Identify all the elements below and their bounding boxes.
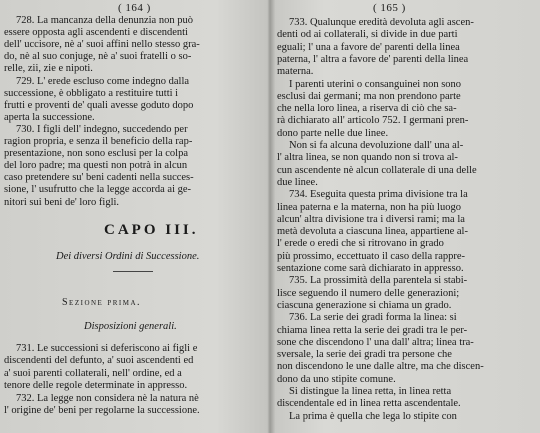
text-line: caso pretendere su' beni cadenti nella succes-: [4, 172, 194, 184]
text-line: essere opposta agli ascendenti e discendenti: [4, 27, 188, 39]
text-line: linea paterna e la materna, non ha più luogo: [277, 201, 461, 213]
text-line: non discendono le une dalle altre, ma che discen-: [277, 361, 484, 373]
text-line: 731. Le successioni si deferiscono ai figli e: [16, 343, 198, 354]
section-title: Sezione prima.: [62, 297, 142, 308]
left-page: [0, 0, 268, 433]
text-line: I parenti uterini o consanguinei non sono: [289, 78, 462, 90]
text-line: dono parte nelle due linee.: [277, 127, 389, 139]
text-line: sione, l' usufrutto che la legge accorda ai ge-: [4, 184, 192, 196]
text-line: lisce seguendo il numero delle generazioni;: [277, 287, 460, 299]
text-line: Si distingue la linea retta, in linea retta: [289, 386, 452, 397]
text-line: rà dichiarato all' articolo 752. I germani pren-: [277, 115, 469, 127]
text-line: dono da uno stipite comune.: [277, 373, 396, 385]
text-line: frutti e proventi de' quali avesse goduto dopo: [4, 99, 194, 111]
text-line: 732. La legge non considera nè la natura nè: [16, 392, 199, 404]
divider-rule: [113, 271, 153, 272]
page-number-right: ( 165 ): [373, 2, 406, 14]
text-line: cun ascendente nè alcun collaterale di una delle: [277, 164, 477, 176]
text-line: l' altra linea, se non quando non si trova al-: [277, 152, 458, 164]
text-line: 734. Eseguita questa prima divisione tra la: [289, 189, 468, 201]
text-line: discendentale ed in linea retta ascendentale.: [277, 398, 461, 410]
text-line: l' origine de' beni per regolarne la successione.: [4, 405, 200, 416]
text-line: 728. La mancanza della denunzia non può: [16, 15, 193, 26]
text-line: metà devoluta a ciascuna linea, appartiene al-: [277, 226, 468, 238]
text-line: do, nè al suo conjuge, nè a' suoi fratelli o so-: [4, 51, 192, 63]
text-line: relle, zii, zie e nipoti.: [4, 63, 93, 75]
page-number-left: ( 164 ): [118, 2, 151, 14]
text-line: dell' uccisore, nè a' suoi affini nello stesso gra-: [4, 39, 200, 51]
text-line: materna.: [277, 66, 314, 78]
text-line: a' suoi parenti collaterali, nell' ordine, ed a: [4, 367, 182, 379]
text-line: presentazione, non sono esclusi per la colpa: [4, 148, 188, 160]
section-subtitle: Disposizioni generali.: [84, 321, 177, 332]
text-line: 730. I figli dell' indegno, succedendo per: [16, 123, 188, 135]
text-line: tenore delle regole determinate in appresso.: [4, 380, 188, 392]
text-line: discendenti del defunto, a' suoi ascendenti ed: [4, 355, 194, 367]
text-line: 735. La prossimità della parentela si stabi-: [289, 275, 468, 287]
text-line: l' erede o eredi che si ritrovano in grado: [277, 238, 444, 250]
text-line: due linee.: [277, 176, 318, 188]
text-line: 736. La serie dei gradi forma la linea: si: [289, 312, 457, 324]
text-line: 733. Qualunque eredità devoluta agli ascen-: [289, 17, 474, 28]
text-line: paterna, l' altra a favore de' parenti della linea: [277, 53, 469, 65]
chapter-title: CAPO III.: [104, 222, 199, 238]
text-line: eguali; l' una a favore de' parenti della linea: [277, 41, 460, 53]
text-line: sone che discendono l' una dall' altra; linea tra-: [277, 336, 474, 348]
right-page: [273, 0, 540, 433]
text-line: chiama linea retta la serie dei gradi tra le per-: [277, 324, 468, 336]
text-line: sentazione come sarà dichiarato in appresso.: [277, 263, 464, 274]
text-line: esclusi dai germani; ma non prendono parte: [277, 90, 461, 102]
text-line: più prossimo, eccettuato il caso della rappre-: [277, 250, 466, 262]
text-line: nitori sui beni de' loro figli.: [4, 196, 120, 208]
text-line: del loro padre; ma questi non potrà in alcun: [4, 160, 188, 172]
text-line: ragion propria, e senza il beneficio della rap-: [4, 136, 193, 147]
text-line: alcun' altra divisione tra i diversi rami; ma la: [277, 213, 465, 225]
text-line: che nella loro linea, a riserva di ciò che sa-: [277, 103, 457, 115]
text-line: sversale, la serie dei gradi tra persone che: [277, 349, 452, 361]
text-line: denti od ai collaterali, si divide in due parti: [277, 29, 458, 41]
text-line: 729. L' erede escluso come indegno dalla: [16, 75, 190, 87]
text-line: aperta la successione.: [4, 111, 95, 123]
text-line: La prima è quella che lega lo stipite con: [289, 410, 457, 422]
text-line: ciascuna generazione si chiama un grado.: [277, 299, 452, 311]
chapter-subtitle: Dei diversi Ordini di Successione.: [56, 251, 200, 262]
text-line: successione, è obbligato a restituire tutti i: [4, 87, 179, 99]
text-line: Non si fa alcuna devoluzione dall' una al-: [289, 140, 464, 151]
